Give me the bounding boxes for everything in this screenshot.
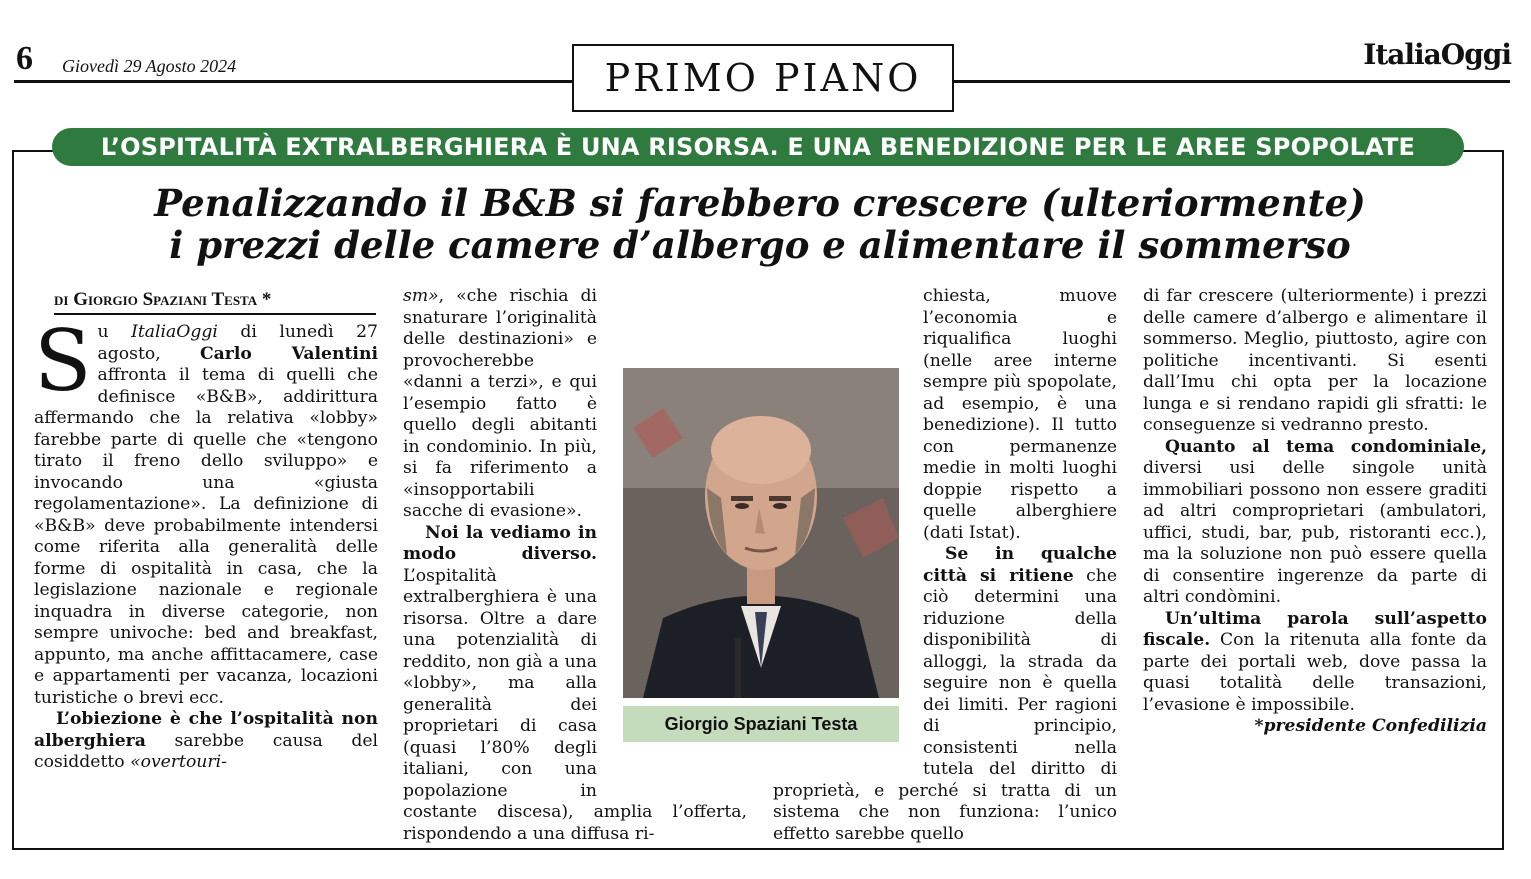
article-column-1 [34, 312, 378, 774]
headline-line-1: Penalizzando il B&B si farebbero crescere (ulteriormente) [154, 181, 1366, 225]
drop-cap: S [34, 312, 92, 410]
headline-line-2: i prezzi delle camere d’albergo e alimentare il sommerso [169, 223, 1351, 267]
paragraph: L’obiezione è che l’ospitalità non alberghiera sarebbe causa del cosiddetto «overtouri- [34, 709, 378, 772]
article-column-4 [1143, 286, 1487, 738]
issue-date: Giovedì 29 Agosto 2024 [62, 56, 237, 76]
paragraph: sm», «che rischia di snaturare l’originalità delle destinazioni» e provocherebbe «danni a terzi», e qui l’esempio fatto è quello degli abitanti in condominio. In più, si fa riferimento a «insopportabili sacche di evasione». [403, 286, 597, 521]
paragraph: Se in qualche città si ritiene che ciò determini una riduzione della disponibilità di alloggi, la strada da seguire non è quella dei limiti. Per ragioni di principio, consistenti nella tutela del diritto di proprietà, e perché si tratta di un sistema che non funziona: l’unico effetto sarebbe quello [773, 544, 1117, 844]
newspaper-logo: ItaliaOggi [1363, 38, 1511, 71]
author-photo [623, 368, 899, 698]
byline: di Giorgio Spaziani Testa * [54, 289, 376, 315]
portrait-illustration [623, 368, 899, 698]
paragraph: Quanto al tema condominiale, diversi usi delle singole unità immobiliari possono non essere graditi ad altri comproprietari (ambulatori, uffici, studi, bar, pub, ristoranti ecc.), ma la soluzione non può essere quella di consentire ingerenze da parte di altri condòmini. [1143, 436, 1487, 607]
paragraph: Su ItaliaOggi di lunedì 27 agosto, Carlo Valentini affronta il tema di quelli che definisce «B&B», addirittura affermando che la relativa «lobby» farebbe parte di quelle che «tengono tirato il freno dello sviluppo» e invocando una «giusta regolamentazione». La definizione di «B&B» deve probabilmente intendersi come riferita alla generalità delle forme di ospitalità in casa, che la legislazione nazionale e regionale inquadra in diverse categorie, non sempre univoche: bed and breakfast, appunto, ma anche affittacamere, case e appartamenti per vacanza, locazioni turistiche o brevi ecc. [34, 312, 378, 708]
paragraph: chiesta, muove l’economia e riqualifica luoghi (nelle aree interne sempre più spopolate, ad esempio, è una benedizione). Il tutto con permanenze medie in molti luoghi doppie rispetto a quelle alberghiere (dati Istat). [923, 286, 1117, 543]
section-title: PRIMO PIANO [572, 44, 954, 112]
paragraph: di far crescere (ulteriormente) i prezzi delle camere d’albergo e alimentare il sommerso. Meglio, piuttosto, agire con politiche incentivanti. Si esenti dall’Imu chi opta per la locazione lunga e si rendano rapidi gli sfratti: le conseguenze si vedranno presto. [1143, 286, 1487, 435]
author-signature: *presidente Confedilizia [1254, 716, 1487, 736]
page-number: 6 [16, 40, 33, 77]
article-kicker: L’OSPITALITÀ EXTRALBERGHIERA È UNA RISORSA. E UNA BENEDIZIONE PER LE AREE SPOPOLATE [52, 128, 1464, 166]
paragraph: Noi la vediamo in modo diverso. L’ospitalità extralberghiera è una risorsa. Oltre a dare una potenzialità di reddito, non già a una «lobby», ma alla generalità dei proprietari di casa (quasi l’80% degli italiani, con una popolazione in costante discesa), amplia l’offerta, rispondendo a una diffusa ri- [403, 522, 747, 844]
photo-caption: Giorgio Spaziani Testa [623, 706, 899, 742]
paragraph: Un’ultima parola sull’aspetto fiscale. Con la ritenuta alla fonte da parte dei portali web, dove passa la quasi totalità delle transazioni, l’evasione è impossibile. [1143, 608, 1487, 715]
article-headline [30, 182, 1490, 266]
